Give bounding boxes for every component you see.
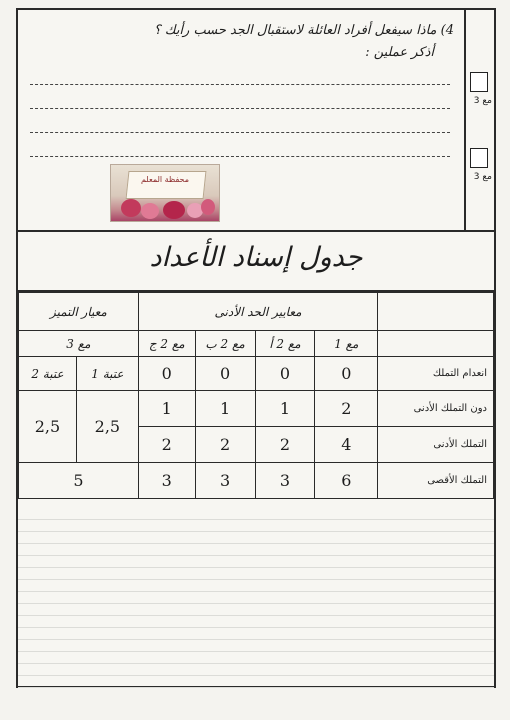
criterion-score-box-2[interactable] <box>470 148 488 168</box>
score-cell: 1 <box>138 391 195 427</box>
score-cell: 6 <box>315 463 378 499</box>
col-criterion-2b: مع 2 ب <box>195 331 255 357</box>
col-criterion-1: مع 1 <box>315 331 378 357</box>
row-label: التملك الأقصى <box>378 463 494 499</box>
col-criterion-3: مع 3 <box>19 331 139 357</box>
table-group-header-row <box>19 293 494 331</box>
criterion-label-2: مع 3 <box>473 172 492 182</box>
stamp-caption: محفظة المعلم <box>140 175 189 184</box>
score-cell: 2 <box>138 427 195 463</box>
criteria-margin-column <box>464 10 494 230</box>
score-cell: 1 <box>195 391 255 427</box>
row-label: انعدام التملك <box>378 357 494 391</box>
table-criteria-header-row <box>19 331 494 357</box>
flower-icon <box>163 201 185 219</box>
answer-line-2 <box>30 108 450 109</box>
score-cell: 0 <box>138 357 195 391</box>
threshold-2-score: 2,5 <box>19 391 77 463</box>
group-excellence-criterion: معيار التميز <box>19 293 139 331</box>
grid-title: جدول إسناد الأعداد <box>149 242 363 273</box>
threshold-2-label: عتبة 2 <box>19 357 77 391</box>
score-cell: 0 <box>315 357 378 391</box>
question-line-2: أذكر عملين : <box>365 45 434 60</box>
question-line-1: 4) ماذا سيفعل أفراد العائلة لاستقبال الجد حسب رأيك ؟ <box>153 23 454 38</box>
blank-lined-area <box>18 508 494 688</box>
question-text <box>54 20 454 64</box>
corner-cell <box>378 293 494 331</box>
criterion-score-box-1[interactable] <box>470 72 488 92</box>
score-cell: 1 <box>255 391 315 427</box>
question-section <box>18 10 494 232</box>
corner-cell <box>378 331 494 357</box>
threshold-1-label: عتبة 1 <box>76 357 138 391</box>
criterion-label-1: مع 3 <box>473 96 492 106</box>
flower-icon <box>121 199 141 217</box>
score-cell: 4 <box>315 427 378 463</box>
score-cell: 3 <box>138 463 195 499</box>
group-min-criteria: معايير الحد الأدنى <box>138 293 377 331</box>
score-cell: 0 <box>255 357 315 391</box>
row-label: التملك الأدنى <box>378 427 494 463</box>
answer-line-4 <box>30 156 450 157</box>
score-cell: 0 <box>195 357 255 391</box>
answer-line-1 <box>30 84 450 85</box>
table-row <box>19 391 494 427</box>
score-cell: 2 <box>195 427 255 463</box>
flower-icon <box>201 199 215 215</box>
table-row <box>19 463 494 499</box>
grading-table <box>18 292 494 499</box>
teacher-portfolio-stamp-image <box>110 164 220 222</box>
worksheet-page <box>16 8 496 688</box>
score-cell: 3 <box>195 463 255 499</box>
col-criterion-2c: مع 2 ج <box>138 331 195 357</box>
flower-icon <box>141 203 159 219</box>
answer-line-3 <box>30 132 450 133</box>
threshold-1-score: 2,5 <box>76 391 138 463</box>
excellence-total-score: 5 <box>19 463 139 499</box>
score-cell: 3 <box>255 463 315 499</box>
score-cell: 2 <box>315 391 378 427</box>
row-label: دون التملك الأدنى <box>378 391 494 427</box>
col-criterion-2a: مع 2 أ <box>255 331 315 357</box>
score-cell: 2 <box>255 427 315 463</box>
grid-title-row <box>18 232 494 292</box>
table-row <box>19 357 494 391</box>
